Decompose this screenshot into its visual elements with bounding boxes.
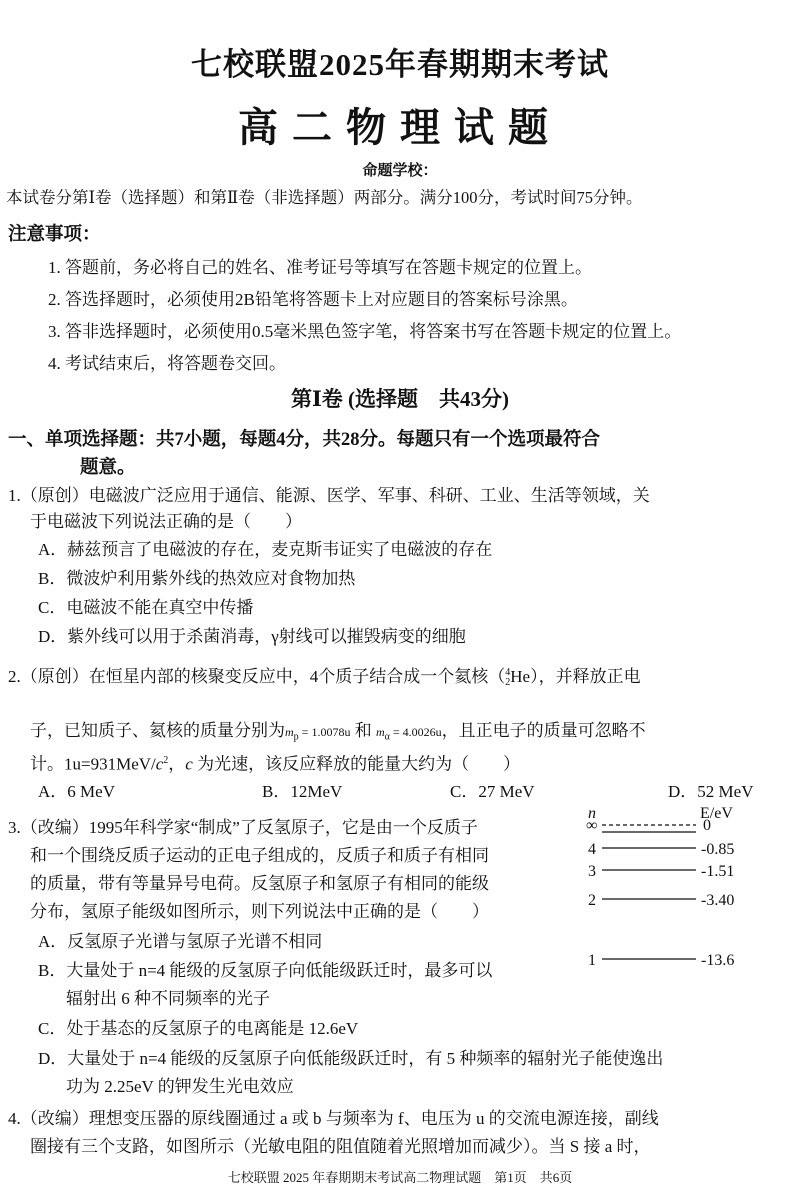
mass-number: 4 <box>505 667 511 679</box>
exam-intro: 本试卷分第Ⅰ卷（选择题）和第Ⅱ卷（非选择题）两部分。满分100分，考试时间75分钟。 <box>6 188 643 207</box>
q2-option-d: D．52 MeV <box>668 782 754 801</box>
q2-stem-cont <box>30 718 646 750</box>
level-n: 3 <box>588 863 596 880</box>
school-label: 命题学校： <box>362 163 438 179</box>
q3-stem-cont: 的质量，带有等量异号电荷。反氢原子和氢原子有相同的能级 <box>30 874 489 893</box>
q2-text: 计。1u=931MeV/ <box>30 754 156 774</box>
energy-level-diagram <box>580 800 800 980</box>
q2-option-b: B．12MeV <box>262 782 343 801</box>
q1-stem: 1.（原创）电磁波广泛应用于通信、能源、医学、军事、科研、工业、生活等领域，关 <box>8 486 650 505</box>
level-e: 0 <box>703 817 711 834</box>
level-e: -3.40 <box>701 892 735 909</box>
n-axis-label: n <box>588 805 596 822</box>
q2-text: ，且正电子的质量可忽略不 <box>441 721 646 740</box>
ma-symbol: m <box>375 725 385 739</box>
note-item: 3. 答非选择题时，必须使用0.5毫米黑色签字笔，将答案书写在答题卡规定的位置上。 <box>48 322 682 341</box>
q1-stem-cont: 于电磁波下列说法正确的是（ ） <box>30 512 302 531</box>
q2-stem <box>8 664 641 690</box>
q2-text: 为光速，该反应释放的能量大约为（ ） <box>192 754 521 774</box>
c-symbol: c <box>185 754 193 774</box>
q2-text: 子，已知质子、氦核的质量分别为 <box>30 721 285 740</box>
level-n: 1 <box>588 952 596 969</box>
level-n: ∞ <box>586 817 598 834</box>
q3-stem: 3.（改编）1995年科学家“制成”了反氢原子，它是由一个反质子 <box>8 818 478 837</box>
q3-option-b: B．大量处于 n=4 能级的反氢原子向低能级跃迁时，最多可以 <box>38 961 493 980</box>
q2-text: ， <box>168 754 186 774</box>
notes-heading: 注意事项： <box>8 225 101 245</box>
part-heading-cont: 题意。 <box>80 458 136 478</box>
q3-option-d: D．大量处于 n=4 能级的反氢原子向低能级跃迁时，有 5 种频率的辐射光子能使逸出 <box>38 1049 664 1068</box>
q3-stem-cont: 和一个围绕反质子运动的正电子组成的，反质子和质子有相同 <box>30 846 489 865</box>
q2-text: 2.（原创）在恒星内部的核聚变反应中，4个质子结合成一个氦核（ <box>8 667 506 686</box>
level-e: -0.85 <box>701 841 735 858</box>
q1-option-c: C．电磁波不能在真空中传播 <box>38 598 254 617</box>
ma-sub: α <box>384 731 390 743</box>
mp-symbol: m <box>285 725 294 739</box>
nuclide-symbol: He <box>510 667 531 686</box>
energy-axis-label: E/eV <box>700 805 733 822</box>
q1-option-d: D．紫外线可以用于杀菌消毒，γ射线可以摧毁病变的细胞 <box>38 627 466 646</box>
q1-option-b: B．微波炉利用紫外线的热效应对食物加热 <box>38 569 356 588</box>
q4-stem-cont: 圈接有三个支路，如图所示（光敏电阻的阻值随着光照增加而减少）。当 S 接 a 时， <box>30 1137 651 1156</box>
mp-sub: p <box>293 731 299 743</box>
part-heading: 一、单项选择题：共7小题，每题4分，共28分。每题只有一个选项最符合 <box>8 430 601 450</box>
c-power: 2 <box>163 755 169 766</box>
q2-stem-cont2 <box>30 748 520 778</box>
q2-text: 和 <box>350 721 376 740</box>
q4-stem: 4.（改编）理想变压器的原线圈通过 a 或 b 与频率为 f、电压为 u 的交流电源连接，副线 <box>8 1109 659 1128</box>
q2-option-c: C．27 MeV <box>450 782 535 801</box>
q1-option-a: A．赫兹预言了电磁波的存在，麦克斯韦证实了电磁波的存在 <box>38 540 493 559</box>
ma-value: = 4.0026u <box>389 725 442 739</box>
level-e: -13.6 <box>701 952 735 969</box>
q2-option-a: A．6 MeV <box>38 782 115 801</box>
q3-option-c: C．处于基态的反氢原子的电离能是 12.6eV <box>38 1019 359 1038</box>
mp-value: = 1.0078u <box>298 725 351 739</box>
charge-number: 2 <box>505 677 511 689</box>
q3-stem-cont: 分布，氢原子能级如图所示，则下列说法中正确的是（ ） <box>30 902 489 921</box>
q3-option-d-cont: 功为 2.25eV 的钾发生光电效应 <box>66 1077 294 1096</box>
q3-option-a: A．反氢原子光谱与氢原子光谱不相同 <box>38 932 323 951</box>
c-symbol: c <box>155 754 164 774</box>
section-title: 第Ⅰ卷 (选择题 共43分) <box>290 387 510 411</box>
page-footer: 七校联盟 2025 年春期期末考试高二物理试题 第1页 共6页 <box>227 1170 573 1185</box>
q2-text: ），并释放正电 <box>530 667 641 686</box>
exam-title: 七校联盟2025年春期期末考试 <box>191 47 609 82</box>
note-item: 4. 考试结束后，将答题卷交回。 <box>48 354 286 373</box>
exam-subtitle: 高二物理试题 <box>238 105 562 150</box>
note-item: 1. 答题前，务必将自己的姓名、准考证号等填写在答题卡规定的位置上。 <box>48 258 592 277</box>
note-item: 2. 答选择题时，必须使用2B铅笔将答题卡上对应题目的答案标号涂黑。 <box>48 290 578 309</box>
level-e: -1.51 <box>701 863 735 880</box>
level-n: 2 <box>588 892 596 909</box>
q3-option-b-cont: 辐射出 6 种不同频率的光子 <box>66 989 270 1008</box>
level-n: 4 <box>588 841 596 858</box>
